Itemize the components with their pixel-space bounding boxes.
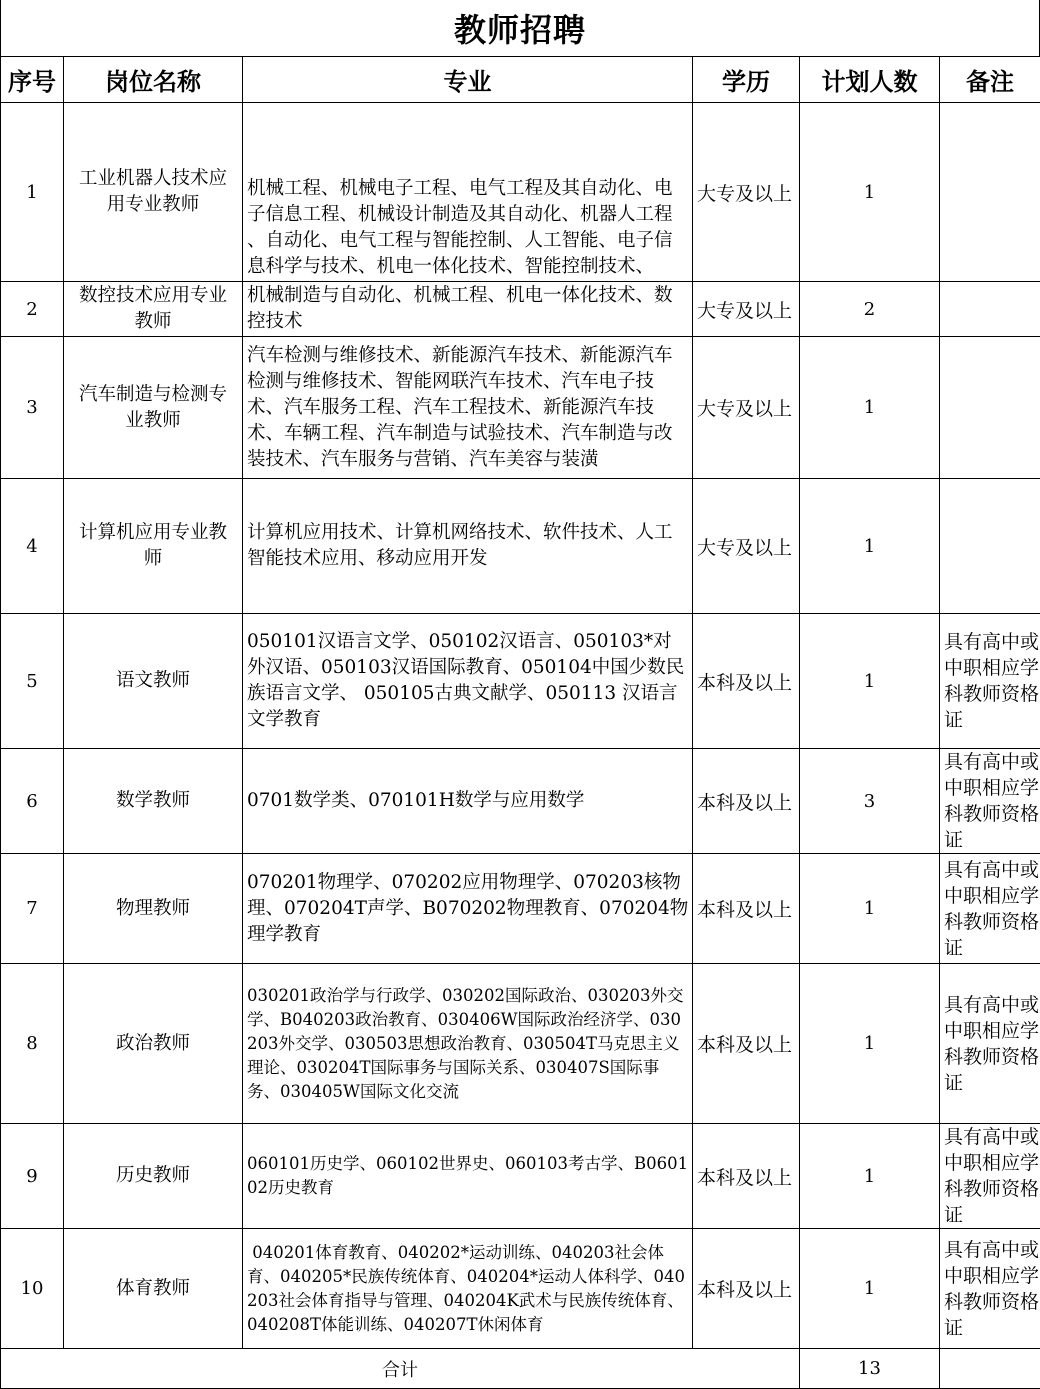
major-text: 机械工程、机械电子工程、电气工程及其自动化、电 子信息工程、机械设计制造及其自动化、机器人工程 、自动化、电气工程与智能控制、人工智能、电子信 息科学与技术、机电一体化技术、智能控制技术、 (247, 176, 673, 280)
cell-seq: 8 (1, 964, 64, 1124)
cell-major: 机械制造与自动化、机械工程、机电一体化技术、数控技术 (243, 282, 693, 337)
total-label: 合计 (1, 1349, 800, 1389)
recruitment-table (0, 56, 1040, 1389)
cell-remark: 具有高中或中职相应学科教师资格证 (940, 964, 1040, 1124)
cell-education: 本科及以上 (693, 749, 800, 854)
total-value: 13 (800, 1349, 940, 1389)
cell-planned: 1 (800, 1124, 940, 1229)
table-row (1, 103, 1040, 282)
cell-education: 大专及以上 (693, 282, 800, 337)
cell-seq: 7 (1, 854, 64, 964)
cell-major: 040201体育教育、040202*运动训练、040203社会体育、040205*民族传统体育、040204*运动人体科学、040203社会体育指导与管理、040204K武术与民族传统体育、040208T体能训练、040207T休闲体育 (243, 1229, 693, 1349)
table-row (1, 282, 1040, 337)
cell-education: 本科及以上 (693, 854, 800, 964)
cell-position: 汽车制造与检测专业教师 (64, 337, 243, 479)
cell-remark (940, 282, 1040, 337)
table-row (1, 1229, 1040, 1349)
cell-seq: 4 (1, 479, 64, 614)
cell-position: 历史教师 (64, 1124, 243, 1229)
cell-major: 050101汉语言文学、050102汉语言、050103*对外汉语、050103汉语国际教育、050104中国少数民族语言文学、 050105古典文献学、050113 汉语言文学教育 (243, 614, 693, 749)
cell-major: 计算机应用技术、计算机网络技术、软件技术、人工智能技术应用、移动应用开发 (243, 479, 693, 614)
total-remark (940, 1349, 1040, 1389)
cell-position: 数控技术应用专业教师 (64, 282, 243, 337)
cell-seq: 10 (1, 1229, 64, 1349)
cell-education: 大专及以上 (693, 103, 800, 282)
cell-remark: 具有高中或中职相应学科教师资格证 (940, 854, 1040, 964)
cell-planned: 1 (800, 614, 940, 749)
cell-education: 大专及以上 (693, 479, 800, 614)
cell-education: 本科及以上 (693, 1229, 800, 1349)
cell-major: 汽车检测与维修技术、新能源汽车技术、新能源汽车检测与维修技术、智能网联汽车技术、汽车电子技术、汽车服务工程、汽车工程技术、新能源汽车技术、车辆工程、汽车制造与试验技术、汽车制造与改装技术、汽车服务与营销、汽车美容与装潢 (243, 337, 693, 479)
cell-seq: 9 (1, 1124, 64, 1229)
cell-position: 工业机器人技术应用专业教师 (64, 103, 243, 282)
cell-major: 0701数学类、070101H数学与应用数学 (243, 749, 693, 854)
table-row (1, 749, 1040, 854)
header-major: 专业 (243, 57, 693, 103)
table-row (1, 614, 1040, 749)
cell-education: 大专及以上 (693, 337, 800, 479)
cell-planned: 1 (800, 854, 940, 964)
cell-major (243, 103, 693, 282)
cell-position: 计算机应用专业教师 (64, 479, 243, 614)
cell-seq: 5 (1, 614, 64, 749)
cell-position: 体育教师 (64, 1229, 243, 1349)
cell-planned: 1 (800, 337, 940, 479)
cell-major: 030201政治学与行政学、030202国际政治、030203外交学、B040203政治教育、030406W国际政治经济学、030203外交学、030503思想政治教育、030504T马克思主义理论、030204T国际事务与国际关系、030407S国际事务、030405W国际文化交流 (243, 964, 693, 1124)
header-remark: 备注 (940, 57, 1040, 103)
table-row (1, 1124, 1040, 1229)
cell-remark (940, 337, 1040, 479)
cell-planned: 1 (800, 103, 940, 282)
cell-seq: 2 (1, 282, 64, 337)
cell-planned: 1 (800, 964, 940, 1124)
cell-seq: 3 (1, 337, 64, 479)
cell-planned: 3 (800, 749, 940, 854)
cell-remark (940, 479, 1040, 614)
header-education: 学历 (693, 57, 800, 103)
total-row (1, 1349, 1040, 1389)
cell-seq: 6 (1, 749, 64, 854)
cell-position: 数学教师 (64, 749, 243, 854)
cell-position: 物理教师 (64, 854, 243, 964)
cell-remark: 具有高中或中职相应学科教师资格证 (940, 749, 1040, 854)
cell-planned: 1 (800, 479, 940, 614)
table-row (1, 479, 1040, 614)
cell-education: 本科及以上 (693, 964, 800, 1124)
page-title: 教师招聘 (0, 0, 1040, 56)
table-row (1, 964, 1040, 1124)
table-row (1, 337, 1040, 479)
header-row (1, 57, 1040, 103)
cell-seq: 1 (1, 103, 64, 282)
header-seq: 序号 (1, 57, 64, 103)
cell-major: 060101历史学、060102世界史、060103考古学、B060102历史教育 (243, 1124, 693, 1229)
table-row (1, 854, 1040, 964)
cell-remark: 具有高中或中职相应学科教师资格证 (940, 1124, 1040, 1229)
header-position: 岗位名称 (64, 57, 243, 103)
cell-remark: 具有高中或中职相应学科教师资格证 (940, 1229, 1040, 1349)
cell-planned: 1 (800, 1229, 940, 1349)
cell-position: 政治教师 (64, 964, 243, 1124)
cell-education: 本科及以上 (693, 1124, 800, 1229)
cell-remark: 具有高中或中职相应学科教师资格证 (940, 614, 1040, 749)
cell-education: 本科及以上 (693, 614, 800, 749)
header-planned: 计划人数 (800, 57, 940, 103)
cell-major: 070201物理学、070202应用物理学、070203核物理、070204T声学、B070202物理教育、070204物理学教育 (243, 854, 693, 964)
cell-position: 语文教师 (64, 614, 243, 749)
cell-planned: 2 (800, 282, 940, 337)
cell-remark (940, 103, 1040, 282)
